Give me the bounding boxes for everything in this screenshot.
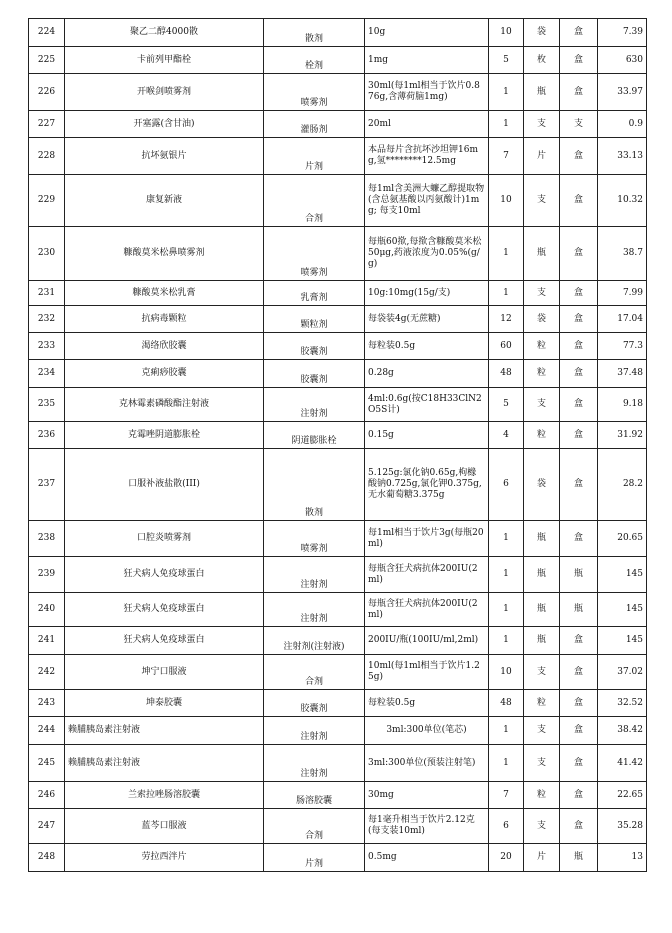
pack-unit-cell: 盒 bbox=[560, 449, 598, 521]
dosage-form-cell: 栓剂 bbox=[264, 47, 365, 74]
price-cell: 33.13 bbox=[598, 138, 647, 175]
pack-quantity-cell: 1 bbox=[489, 717, 524, 745]
price-cell: 37.02 bbox=[598, 655, 647, 690]
table-row bbox=[29, 333, 647, 360]
pack-unit-cell: 盒 bbox=[560, 74, 598, 111]
row-number-cell: 242 bbox=[29, 655, 65, 690]
pack-unit-cell: 盒 bbox=[560, 175, 598, 227]
price-cell: 9.18 bbox=[598, 388, 647, 422]
dosage-form-cell: 胶囊剂 bbox=[264, 360, 365, 388]
specification-cell: 每1ml相当于饮片3g(每瓶20ml) bbox=[365, 521, 489, 557]
pack-quantity-cell: 20 bbox=[489, 844, 524, 872]
min-unit-cell: 枚 bbox=[524, 47, 560, 74]
dosage-form-cell: 注射剂 bbox=[264, 745, 365, 782]
table-row bbox=[29, 627, 647, 655]
table-row bbox=[29, 745, 647, 782]
pack-quantity-cell: 60 bbox=[489, 333, 524, 360]
row-number-cell: 244 bbox=[29, 717, 65, 745]
row-number-cell: 248 bbox=[29, 844, 65, 872]
price-cell: 145 bbox=[598, 557, 647, 593]
min-unit-cell: 瓶 bbox=[524, 521, 560, 557]
specification-cell: 1mg bbox=[365, 47, 489, 74]
pack-quantity-cell: 48 bbox=[489, 690, 524, 717]
row-number-cell: 237 bbox=[29, 449, 65, 521]
pack-quantity-cell: 1 bbox=[489, 281, 524, 306]
pack-quantity-cell: 1 bbox=[489, 593, 524, 627]
pack-unit-cell: 盒 bbox=[560, 281, 598, 306]
table-row bbox=[29, 655, 647, 690]
min-unit-cell: 粒 bbox=[524, 333, 560, 360]
specification-cell: 3ml:300单位(预装注射笔) bbox=[365, 745, 489, 782]
specification-cell: 每袋装4g(无蔗糖) bbox=[365, 306, 489, 333]
drug-table-body bbox=[29, 19, 647, 872]
pack-unit-cell: 盒 bbox=[560, 360, 598, 388]
min-unit-cell: 瓶 bbox=[524, 627, 560, 655]
specification-cell: 每粒装0.5g bbox=[365, 333, 489, 360]
pack-unit-cell: 盒 bbox=[560, 809, 598, 844]
min-unit-cell: 支 bbox=[524, 655, 560, 690]
dosage-form-cell: 喷雾剂 bbox=[264, 227, 365, 281]
drug-name-cell: 糠酸莫米松鼻喷雾剂 bbox=[65, 227, 264, 281]
min-unit-cell: 支 bbox=[524, 111, 560, 138]
drug-name-cell: 卡前列甲酯栓 bbox=[65, 47, 264, 74]
dosage-form-cell: 散剂 bbox=[264, 449, 365, 521]
dosage-form-cell: 乳膏剂 bbox=[264, 281, 365, 306]
min-unit-cell: 支 bbox=[524, 175, 560, 227]
pack-quantity-cell: 1 bbox=[489, 557, 524, 593]
drug-name-cell: 口腔炎喷雾剂 bbox=[65, 521, 264, 557]
drug-table bbox=[28, 18, 647, 872]
drug-name-cell: 聚乙二醇4000散 bbox=[65, 19, 264, 47]
pack-unit-cell: 盒 bbox=[560, 717, 598, 745]
min-unit-cell: 瓶 bbox=[524, 593, 560, 627]
specification-cell: 30mg bbox=[365, 782, 489, 809]
table-row bbox=[29, 19, 647, 47]
dosage-form-cell: 片剂 bbox=[264, 844, 365, 872]
dosage-form-cell: 合剂 bbox=[264, 175, 365, 227]
pack-unit-cell: 瓶 bbox=[560, 844, 598, 872]
table-row bbox=[29, 449, 647, 521]
pack-quantity-cell: 10 bbox=[489, 19, 524, 47]
drug-name-cell: 赖脯胰岛素注射液 bbox=[65, 745, 264, 782]
min-unit-cell: 支 bbox=[524, 745, 560, 782]
specification-cell: 每1毫升相当于饮片2.12克(每支装10ml) bbox=[365, 809, 489, 844]
table-row bbox=[29, 422, 647, 449]
pack-unit-cell: 盒 bbox=[560, 627, 598, 655]
pack-unit-cell: 盒 bbox=[560, 138, 598, 175]
table-row bbox=[29, 782, 647, 809]
min-unit-cell: 粒 bbox=[524, 422, 560, 449]
pack-quantity-cell: 1 bbox=[489, 745, 524, 782]
pack-quantity-cell: 48 bbox=[489, 360, 524, 388]
table-row bbox=[29, 138, 647, 175]
drug-name-cell: 康复新液 bbox=[65, 175, 264, 227]
dosage-form-cell: 肠溶胶囊 bbox=[264, 782, 365, 809]
specification-cell: 0.5mg bbox=[365, 844, 489, 872]
row-number-cell: 231 bbox=[29, 281, 65, 306]
specification-cell: 4ml:0.6g(按C18H33ClN2O5S计) bbox=[365, 388, 489, 422]
dosage-form-cell: 注射剂 bbox=[264, 388, 365, 422]
specification-cell: 30ml(每1ml相当于饮片0.876g,含薄荷脑1mg) bbox=[365, 74, 489, 111]
min-unit-cell: 粒 bbox=[524, 690, 560, 717]
min-unit-cell: 瓶 bbox=[524, 227, 560, 281]
pack-unit-cell: 盒 bbox=[560, 745, 598, 782]
price-cell: 630 bbox=[598, 47, 647, 74]
pack-unit-cell: 盒 bbox=[560, 227, 598, 281]
dosage-form-cell: 散剂 bbox=[264, 19, 365, 47]
table-row bbox=[29, 74, 647, 111]
specification-cell: 每瓶60揿,每揿含糠酸莫米松50μg,药液浓度为0.05%(g/g) bbox=[365, 227, 489, 281]
drug-name-cell: 克林霉素磷酸酯注射液 bbox=[65, 388, 264, 422]
min-unit-cell: 片 bbox=[524, 138, 560, 175]
price-cell: 38.7 bbox=[598, 227, 647, 281]
drug-name-cell: 狂犬病人免疫球蛋白 bbox=[65, 557, 264, 593]
pack-unit-cell: 盒 bbox=[560, 782, 598, 809]
specification-cell: 10g bbox=[365, 19, 489, 47]
pack-unit-cell: 盒 bbox=[560, 19, 598, 47]
table-row bbox=[29, 844, 647, 872]
dosage-form-cell: 颗粒剂 bbox=[264, 306, 365, 333]
pack-unit-cell: 盒 bbox=[560, 388, 598, 422]
drug-list-sheet bbox=[28, 18, 646, 872]
table-row bbox=[29, 557, 647, 593]
row-number-cell: 243 bbox=[29, 690, 65, 717]
dosage-form-cell: 注射剂 bbox=[264, 717, 365, 745]
pack-quantity-cell: 1 bbox=[489, 227, 524, 281]
min-unit-cell: 瓶 bbox=[524, 557, 560, 593]
dosage-form-cell: 注射剂 bbox=[264, 593, 365, 627]
specification-cell: 本品每片含抗坏沙坦钾16mg,氢********12.5mg bbox=[365, 138, 489, 175]
price-cell: 28.2 bbox=[598, 449, 647, 521]
table-row bbox=[29, 111, 647, 138]
min-unit-cell: 袋 bbox=[524, 19, 560, 47]
table-row bbox=[29, 47, 647, 74]
dosage-form-cell: 喷雾剂 bbox=[264, 521, 365, 557]
dosage-form-cell: 灌肠剂 bbox=[264, 111, 365, 138]
drug-name-cell: 坤宁口服液 bbox=[65, 655, 264, 690]
row-number-cell: 233 bbox=[29, 333, 65, 360]
pack-unit-cell: 盒 bbox=[560, 422, 598, 449]
row-number-cell: 247 bbox=[29, 809, 65, 844]
pack-quantity-cell: 6 bbox=[489, 449, 524, 521]
row-number-cell: 245 bbox=[29, 745, 65, 782]
specification-cell: 每瓶含狂犬病抗体200IU(2ml) bbox=[365, 557, 489, 593]
specification-cell: 3ml:300单位(笔芯) bbox=[365, 717, 489, 745]
drug-name-cell: 抗坏氨银片 bbox=[65, 138, 264, 175]
row-number-cell: 236 bbox=[29, 422, 65, 449]
table-row bbox=[29, 717, 647, 745]
row-number-cell: 232 bbox=[29, 306, 65, 333]
drug-name-cell: 口服补液盐散(III) bbox=[65, 449, 264, 521]
pack-unit-cell: 盒 bbox=[560, 306, 598, 333]
specification-cell: 0.15g bbox=[365, 422, 489, 449]
pack-quantity-cell: 7 bbox=[489, 138, 524, 175]
drug-name-cell: 开塞露(含甘油) bbox=[65, 111, 264, 138]
table-row bbox=[29, 175, 647, 227]
row-number-cell: 235 bbox=[29, 388, 65, 422]
row-number-cell: 239 bbox=[29, 557, 65, 593]
price-cell: 31.92 bbox=[598, 422, 647, 449]
min-unit-cell: 支 bbox=[524, 281, 560, 306]
pack-unit-cell: 盒 bbox=[560, 521, 598, 557]
row-number-cell: 224 bbox=[29, 19, 65, 47]
min-unit-cell: 袋 bbox=[524, 306, 560, 333]
dosage-form-cell: 注射剂(注射液) bbox=[264, 627, 365, 655]
pack-unit-cell: 瓶 bbox=[560, 557, 598, 593]
price-cell: 10.32 bbox=[598, 175, 647, 227]
min-unit-cell: 粒 bbox=[524, 360, 560, 388]
pack-quantity-cell: 1 bbox=[489, 111, 524, 138]
table-row bbox=[29, 227, 647, 281]
table-row bbox=[29, 360, 647, 388]
specification-cell: 每1ml含美洲大蠊乙醇提取物(含总氨基酸以丙氨酸计)1mg; 每支10ml bbox=[365, 175, 489, 227]
price-cell: 145 bbox=[598, 627, 647, 655]
row-number-cell: 229 bbox=[29, 175, 65, 227]
dosage-form-cell: 注射剂 bbox=[264, 557, 365, 593]
table-row bbox=[29, 690, 647, 717]
row-number-cell: 246 bbox=[29, 782, 65, 809]
pack-unit-cell: 盒 bbox=[560, 690, 598, 717]
pack-unit-cell: 盒 bbox=[560, 655, 598, 690]
specification-cell: 每瓶含狂犬病抗体200IU(2ml) bbox=[365, 593, 489, 627]
price-cell: 17.04 bbox=[598, 306, 647, 333]
row-number-cell: 230 bbox=[29, 227, 65, 281]
drug-name-cell: 赖脯胰岛素注射液 bbox=[65, 717, 264, 745]
min-unit-cell: 瓶 bbox=[524, 74, 560, 111]
specification-cell: 20ml bbox=[365, 111, 489, 138]
specification-cell: 0.28g bbox=[365, 360, 489, 388]
min-unit-cell: 粒 bbox=[524, 782, 560, 809]
drug-name-cell: 劳拉西泮片 bbox=[65, 844, 264, 872]
table-row bbox=[29, 593, 647, 627]
min-unit-cell: 袋 bbox=[524, 449, 560, 521]
price-cell: 13 bbox=[598, 844, 647, 872]
specification-cell: 每粒装0.5g bbox=[365, 690, 489, 717]
table-row bbox=[29, 306, 647, 333]
drug-name-cell: 抗病毒颗粒 bbox=[65, 306, 264, 333]
pack-quantity-cell: 7 bbox=[489, 782, 524, 809]
specification-cell: 10g:10mg(15g/支) bbox=[365, 281, 489, 306]
pack-unit-cell: 盒 bbox=[560, 47, 598, 74]
dosage-form-cell: 胶囊剂 bbox=[264, 333, 365, 360]
dosage-form-cell: 喷雾剂 bbox=[264, 74, 365, 111]
specification-cell: 10ml(每1ml相当于饮片1.25g) bbox=[365, 655, 489, 690]
row-number-cell: 226 bbox=[29, 74, 65, 111]
pack-quantity-cell: 5 bbox=[489, 47, 524, 74]
drug-name-cell: 狂犬病人免疫球蛋白 bbox=[65, 627, 264, 655]
drug-name-cell: 狂犬病人免疫球蛋白 bbox=[65, 593, 264, 627]
table-row bbox=[29, 809, 647, 844]
pack-unit-cell: 支 bbox=[560, 111, 598, 138]
price-cell: 33.97 bbox=[598, 74, 647, 111]
row-number-cell: 228 bbox=[29, 138, 65, 175]
drug-name-cell: 蓝芩口服液 bbox=[65, 809, 264, 844]
pack-quantity-cell: 12 bbox=[489, 306, 524, 333]
pack-quantity-cell: 4 bbox=[489, 422, 524, 449]
specification-cell: 200IU/瓶(100IU/ml,2ml) bbox=[365, 627, 489, 655]
min-unit-cell: 片 bbox=[524, 844, 560, 872]
price-cell: 7.99 bbox=[598, 281, 647, 306]
price-cell: 145 bbox=[598, 593, 647, 627]
pack-quantity-cell: 6 bbox=[489, 809, 524, 844]
drug-name-cell: 糠酸莫米松乳膏 bbox=[65, 281, 264, 306]
table-row bbox=[29, 521, 647, 557]
price-cell: 32.52 bbox=[598, 690, 647, 717]
price-cell: 7.39 bbox=[598, 19, 647, 47]
row-number-cell: 227 bbox=[29, 111, 65, 138]
row-number-cell: 234 bbox=[29, 360, 65, 388]
pack-unit-cell: 瓶 bbox=[560, 593, 598, 627]
pack-quantity-cell: 1 bbox=[489, 521, 524, 557]
dosage-form-cell: 阴道膨胀栓 bbox=[264, 422, 365, 449]
price-cell: 35.28 bbox=[598, 809, 647, 844]
pack-unit-cell: 盒 bbox=[560, 333, 598, 360]
price-cell: 77.3 bbox=[598, 333, 647, 360]
drug-name-cell: 渴络欣胶囊 bbox=[65, 333, 264, 360]
min-unit-cell: 支 bbox=[524, 809, 560, 844]
price-cell: 41.42 bbox=[598, 745, 647, 782]
drug-name-cell: 兰索拉唑肠溶胶囊 bbox=[65, 782, 264, 809]
row-number-cell: 240 bbox=[29, 593, 65, 627]
drug-name-cell: 克痢痧胶囊 bbox=[65, 360, 264, 388]
drug-name-cell: 坤泰胶囊 bbox=[65, 690, 264, 717]
dosage-form-cell: 片剂 bbox=[264, 138, 365, 175]
min-unit-cell: 支 bbox=[524, 388, 560, 422]
drug-name-cell: 开喉剑喷雾剂 bbox=[65, 74, 264, 111]
price-cell: 20.65 bbox=[598, 521, 647, 557]
specification-cell: 5.125g:氯化钠0.65g,枸橼酸钠0.725g,氯化钾0.375g,无水葡萄糖3.375g bbox=[365, 449, 489, 521]
price-cell: 37.48 bbox=[598, 360, 647, 388]
pack-quantity-cell: 10 bbox=[489, 175, 524, 227]
drug-name-cell: 克霉唑阴道膨胀栓 bbox=[65, 422, 264, 449]
pack-quantity-cell: 1 bbox=[489, 74, 524, 111]
pack-quantity-cell: 5 bbox=[489, 388, 524, 422]
min-unit-cell: 支 bbox=[524, 717, 560, 745]
row-number-cell: 241 bbox=[29, 627, 65, 655]
table-row bbox=[29, 281, 647, 306]
dosage-form-cell: 合剂 bbox=[264, 655, 365, 690]
table-row bbox=[29, 388, 647, 422]
dosage-form-cell: 胶囊剂 bbox=[264, 690, 365, 717]
price-cell: 22.65 bbox=[598, 782, 647, 809]
price-cell: 38.42 bbox=[598, 717, 647, 745]
dosage-form-cell: 合剂 bbox=[264, 809, 365, 844]
pack-quantity-cell: 1 bbox=[489, 627, 524, 655]
row-number-cell: 225 bbox=[29, 47, 65, 74]
price-cell: 0.9 bbox=[598, 111, 647, 138]
row-number-cell: 238 bbox=[29, 521, 65, 557]
pack-quantity-cell: 10 bbox=[489, 655, 524, 690]
